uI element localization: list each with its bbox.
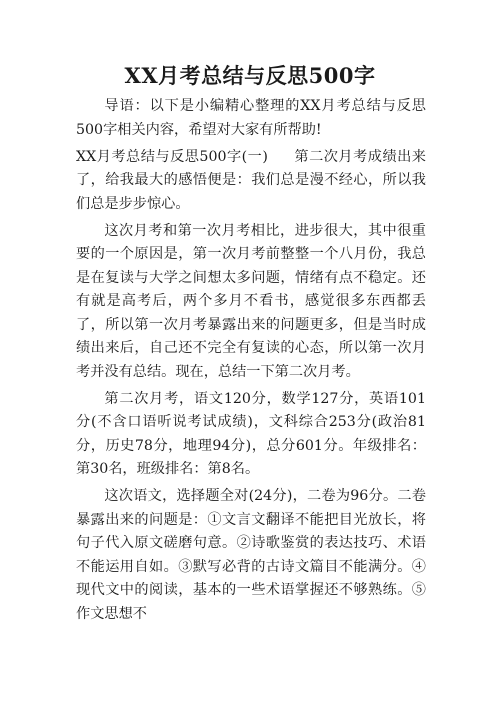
section-heading: XX月考总结与反思500字(一) [76, 148, 268, 165]
body-paragraph: 这次语文，选择题全对(24分)，二卷为96分。二卷暴露出来的问题是：①文言文翻译不能把目光放长，将句子代入原文磋磨句意。②诗歌鉴赏的表达技巧、术语不能运用自如。③默写必背的古诗文篇目不能满分。④现代文中的阅读，基本的一些术语掌握还不够熟练。⑤作文思想不 [76, 488, 426, 622]
body-paragraph: 第二次月考，语文120分，数学127分，英语101分(不含口语听说考试成绩)，文科综合253分(政治81分，历史78分，地理94分)，总分601分。年级排名：第30名，班级排名：第8名。 [76, 390, 426, 477]
body-paragraph: 这次月考和第一次月考相比，进步很大，其中很重要的一个原因是，第一次月考前整整一个八月份，我总是在复读与大学之间想太多问题，情绪有点不稳定。还有就是高考后，两个多月不看书，感觉很多东西都丢了，所以第一次月考暴露出来的问题更多，但是当时成绩出来后，自己还不完全有复读的心态，所以第一次月考并没有总结。现在，总结一下第二次月考。 [76, 222, 426, 380]
document-title: XX月考总结与反思500字 [124, 63, 376, 88]
intro-paragraph: 导语：以下是小编精心整理的XX月考总结与反思500字相关内容，希望对大家有所帮助! [76, 98, 426, 138]
section-first-text: 第二次月考成绩出来了，给我最大的感悟便是：我们总是漫不经心，所以我们总是步步惊心。 [76, 148, 426, 212]
document-body [76, 95, 426, 630]
section-first-paragraph [76, 146, 426, 217]
